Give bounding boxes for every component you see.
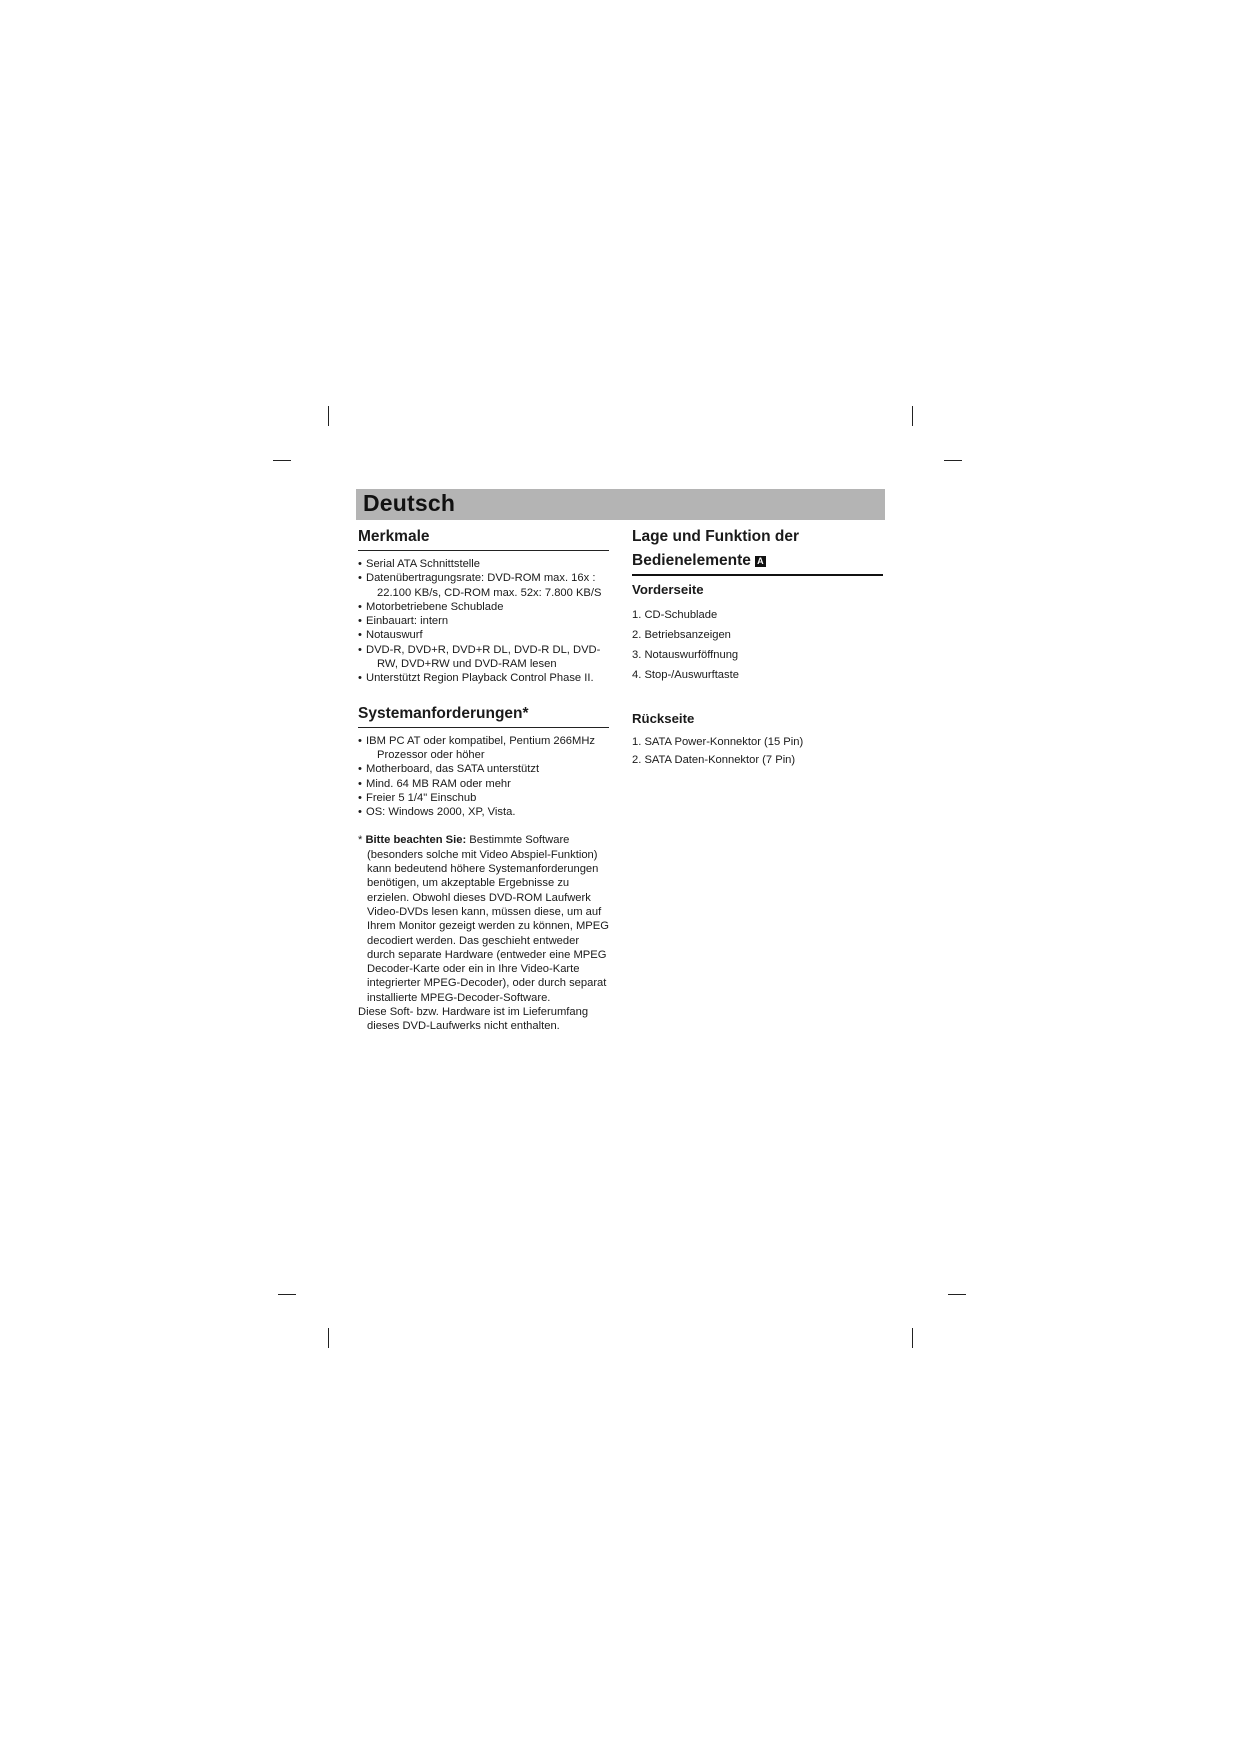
controls-heading-line2: Bedienelemente A <box>632 550 883 574</box>
crop-mark <box>273 460 291 461</box>
features-heading-block <box>358 526 609 551</box>
list-item: • Datenübertragungsrate: DVD-ROM max. 16x : 22.100 KB/s, CD-ROM max. 52x: 7.800 KB/S <box>358 572 602 599</box>
controls-heading-line1: Lage und Funktion der <box>632 528 800 545</box>
list-item: • Serial ATA Schnittstelle <box>358 558 480 570</box>
front-list <box>632 605 883 685</box>
list-item: • OS: Windows 2000, XP, Vista. <box>358 806 516 819</box>
list-item: 3. Notauswurföffnung <box>632 649 739 661</box>
list-item: • Unterstützt Region Playback Control Phase II. <box>358 672 594 685</box>
note-text: Bestimmte Software (besonders solche mit Video Abspiel-Funktion) kann bedeutend höhere Systemanforderungen benötigen, um akzeptable Ergebnisse zu erzielen. Obwohl dieses DVD-ROM Laufwerk Video-DVDs lesen kann, müssen diese, um auf Ihrem Monitor gezeigt werden zu können, MPEG decodiert werden. Das geschieht entweder durch separate Hardware (entweder eine MPEG Decoder-Karte oder ein in Ihre Video-Karte integrierter MPEG-Decoder), oder durch separat installierte MPEG-Decoder-Software. <box>367 834 609 1004</box>
list-item: • IBM PC AT oder kompatibel, Pentium 266MHz Prozessor oder höher <box>358 734 596 761</box>
crop-mark <box>278 1294 296 1295</box>
list-item: 2. Betriebsanzeigen <box>632 629 731 641</box>
list-item: 1. CD-Schublade <box>632 609 718 621</box>
features-list <box>358 557 609 686</box>
note-paragraph <box>358 833 609 1033</box>
requirements-heading-block <box>358 703 609 728</box>
crop-mark <box>912 1328 913 1348</box>
figure-a-badge: A <box>755 556 766 567</box>
back-list <box>632 734 883 769</box>
controls-heading-block <box>632 526 883 576</box>
list-item: • DVD-R, DVD+R, DVD+R DL, DVD-R DL, DVD-RW, DVD+RW und DVD-RAM lesen <box>358 643 601 671</box>
list-item: • Notauswurf <box>358 629 423 642</box>
list-item: 4. Stop-/Auswurftaste <box>632 669 739 681</box>
right-column <box>632 526 883 769</box>
note-star: * <box>358 834 363 847</box>
language-banner <box>356 489 885 520</box>
crop-mark <box>912 406 913 426</box>
front-heading: Vorderseite <box>632 582 704 597</box>
crop-mark <box>328 406 329 426</box>
note-text-2: Diese Soft- bzw. Hardware ist im Lieferumfang dieses DVD-Laufwerks nicht enthalten. <box>358 1006 589 1033</box>
list-item: 1. SATA Power-Konnektor (15 Pin) <box>632 736 804 748</box>
list-item: • Motorbetriebene Schublade <box>358 600 504 613</box>
left-column <box>358 526 609 1034</box>
list-item: • Freier 5 1/4" Einschub <box>358 791 477 804</box>
crop-mark <box>328 1328 329 1348</box>
crop-mark <box>944 460 962 461</box>
banner-title: Deutsch <box>363 490 456 516</box>
back-heading: Rückseite <box>632 711 695 726</box>
note-bold-label: Bitte beachten Sie: <box>365 834 467 847</box>
list-item: • Einbauart: intern <box>358 615 449 628</box>
list-item: • Motherboard, das SATA unterstützt <box>358 763 540 776</box>
requirements-list <box>358 734 609 820</box>
list-item: • Mind. 64 MB RAM oder mehr <box>358 777 511 790</box>
requirements-heading: Systemanforderungen* <box>358 704 529 722</box>
features-heading: Merkmale <box>358 528 430 545</box>
list-item: 2. SATA Daten-Konnektor (7 Pin) <box>632 753 796 766</box>
crop-mark <box>948 1294 966 1295</box>
